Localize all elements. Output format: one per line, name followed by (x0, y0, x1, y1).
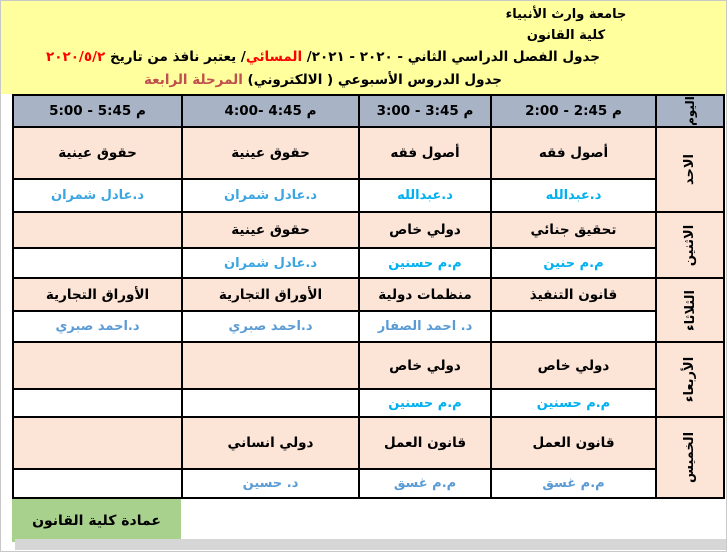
effective-date: ٢٠٢٠/٥/٢ (45, 49, 106, 65)
subject-cell: دولي خاص (491, 342, 656, 389)
subject-cell: تحقيق جنائي (491, 212, 656, 248)
teacher-cell (491, 311, 656, 342)
day-label-monday: الاثنين (682, 224, 698, 266)
subject-cell (13, 417, 182, 469)
timetable (12, 94, 725, 499)
university-name: جامعة وارث الأنبياء (505, 7, 627, 22)
teacher-cell: م.م حسنين (359, 248, 491, 278)
subject-cell: أصول فقه (359, 127, 491, 179)
teacher-cell: د.عبدالله (359, 179, 491, 212)
teacher-cell (182, 389, 359, 417)
day-column-header-label: اليوم (683, 96, 697, 126)
day-label-sunday: الاحد (682, 153, 698, 186)
teacher-cell (13, 469, 182, 498)
teacher-cell: م.م حسنين (359, 389, 491, 417)
subject-cell: دولي انساني (182, 417, 359, 469)
teacher-cell: د. حسين (182, 469, 359, 498)
day-cell-sunday (656, 127, 724, 212)
stage-label: المرحلة الرابعة (143, 72, 243, 88)
letterhead-banner (1, 1, 727, 94)
horizontal-scrollbar[interactable] (15, 539, 726, 550)
teacher-cell: م.م غسق (359, 469, 491, 498)
teacher-cell: د.عبدالله (491, 179, 656, 212)
teacher-cell: د. احمد الصفار (359, 311, 491, 342)
semester-title (1, 46, 645, 69)
time-header-2pm: 2:00 - 2:45 م (491, 95, 656, 127)
evening-shift-label: المسائي (245, 49, 303, 65)
subject-cell: أصول فقه (491, 127, 656, 179)
time-header-4pm: 4:00- 4:45 م (182, 95, 359, 127)
subject-cell: قانون العمل (359, 417, 491, 469)
subject-cell: حقوق عينية (182, 212, 359, 248)
time-header-5pm: 5:00 - 5:45 م (13, 95, 182, 127)
weekly-schedule-text: جدول الدروس الأسبوعي ( الالكتروني) (242, 72, 503, 88)
teacher-cell: د.عادل شمران (182, 179, 359, 212)
effective-from-text: / يعتبر نافذ من تاريخ (105, 49, 246, 65)
subject-cell: حقوق عينية (182, 127, 359, 179)
semester-title-text: جدول الفصل الدراسي الثاني - ٢٠٢٠ - ٢٠٢١/ (302, 49, 601, 65)
teacher-cell (13, 389, 182, 417)
day-cell-tuesday (656, 278, 724, 342)
teacher-cell: د.احمد صبري (182, 311, 359, 342)
subject-cell (13, 212, 182, 248)
day-cell-monday (656, 212, 724, 278)
teacher-cell: م.م غسق (491, 469, 656, 498)
day-label-thursday: الخميس (682, 431, 698, 484)
subject-cell: حقوق عينية (13, 127, 182, 179)
teacher-cell (13, 248, 182, 278)
subject-cell: الأوراق التجارية (182, 278, 359, 311)
subject-cell: منظمات دولية (359, 278, 491, 311)
subject-cell (13, 342, 182, 389)
day-label-tuesday: الثلاثاء (682, 289, 698, 331)
college-name: كلية القانون (526, 28, 606, 43)
subject-cell: الأوراق التجارية (13, 278, 182, 311)
teacher-cell: م.م حسنين (491, 389, 656, 417)
time-header-3pm: 3:00 - 3:45 م (359, 95, 491, 127)
day-cell-wednesday (656, 342, 724, 417)
dean-stamp-cell: عمادة كلية القانون (12, 499, 181, 542)
teacher-cell: م.م حنين (491, 248, 656, 278)
subject-cell: قانون العمل (491, 417, 656, 469)
teacher-cell: د.احمد صبري (13, 311, 182, 342)
teacher-cell: د.عادل شمران (182, 248, 359, 278)
subject-cell: قانون التنفيذ (491, 278, 656, 311)
subject-cell: دولي خاص (359, 212, 491, 248)
day-cell-thursday (656, 417, 724, 498)
day-label-wednesday: الأربعاء (682, 356, 698, 403)
day-column-header (656, 95, 724, 127)
teacher-cell: د.عادل شمران (13, 179, 182, 212)
subject-cell (182, 342, 359, 389)
subject-cell: دولي خاص (359, 342, 491, 389)
weekly-schedule-title (1, 69, 645, 92)
